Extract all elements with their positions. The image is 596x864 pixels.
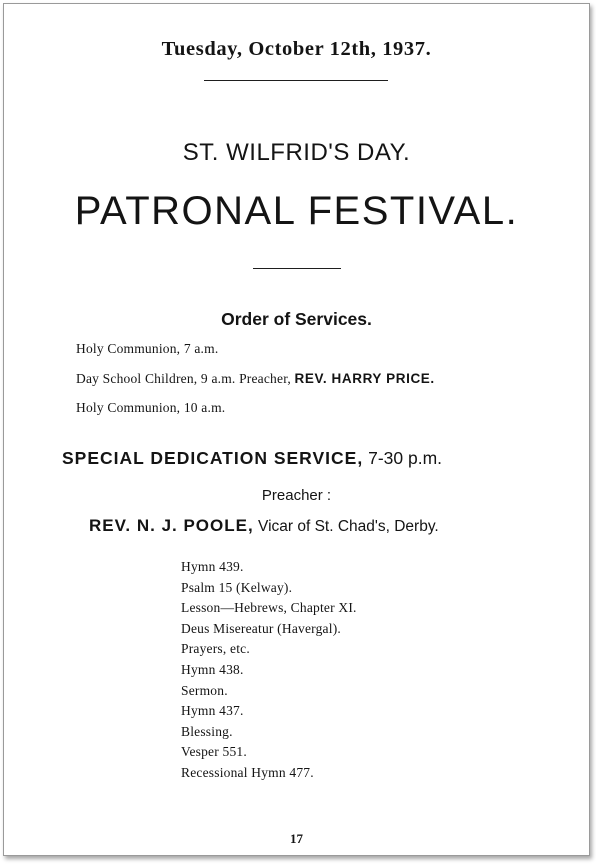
divider-middle xyxy=(253,268,341,269)
special-service-heading xyxy=(62,448,442,469)
special-service-title: SPECIAL DEDICATION SERVICE, xyxy=(62,448,364,468)
list-item: Psalm 15 (Kelway). xyxy=(181,579,293,595)
list-item: Blessing. xyxy=(181,723,233,739)
preacher-line xyxy=(89,516,439,536)
preacher-name: REV. N. J. POOLE, xyxy=(89,516,254,535)
service-date: Tuesday, October 12th, 1937. xyxy=(161,38,432,60)
service-text: Holy Communion, 7 a.m. xyxy=(76,341,219,356)
list-item: Hymn 437. xyxy=(181,703,244,719)
preacher-role: Vicar of St. Chad's, Derby. xyxy=(253,518,439,535)
page-number: 17 xyxy=(290,831,303,846)
list-item: Prayers, etc. xyxy=(181,641,250,657)
service-text: Day School Children, 9 a.m. Preacher, xyxy=(76,371,295,386)
list-item: Lesson—Hebrews, Chapter XI. xyxy=(181,600,357,616)
order-of-services-heading: Order of Services. xyxy=(221,309,372,329)
service-item xyxy=(76,400,225,416)
service-item xyxy=(76,341,218,357)
service-item xyxy=(76,371,435,387)
festival-title: PATRONAL FESTIVAL. xyxy=(74,189,519,233)
list-item: Recessional Hymn 477. xyxy=(181,764,314,780)
order-of-service-list xyxy=(181,557,357,784)
list-item: Vesper 551. xyxy=(181,744,247,760)
preacher-label: Preacher : xyxy=(261,487,332,504)
special-service-time: 7-30 p.m. xyxy=(363,448,443,468)
service-preacher: REV. HARRY PRICE. xyxy=(294,371,435,386)
list-item: Hymn 438. xyxy=(181,661,244,677)
saint-day-heading: ST. WILFRID'S DAY. xyxy=(182,139,411,166)
list-item: Hymn 439. xyxy=(181,559,244,574)
list-item: Sermon. xyxy=(181,682,228,698)
divider-top xyxy=(204,80,388,81)
program-page xyxy=(3,3,590,856)
service-text: Holy Communion, 10 a.m. xyxy=(76,400,226,415)
list-item: Deus Misereatur (Havergal). xyxy=(181,620,341,636)
